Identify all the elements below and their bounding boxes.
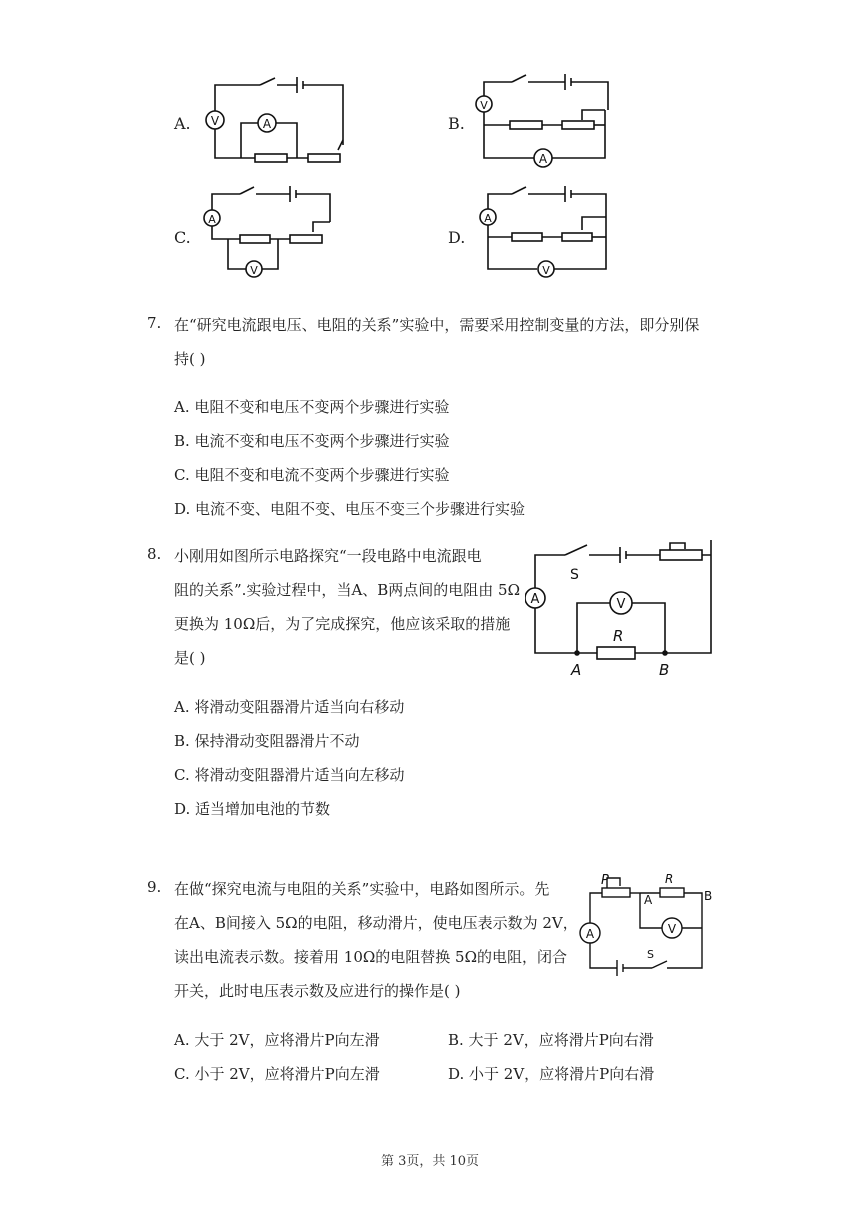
q6-option-d-label: D. <box>448 228 466 247</box>
q6-circuit-a <box>205 70 350 170</box>
q8-option-b: B. 保持滑动变阻器滑片不动 <box>174 732 360 750</box>
svg-text:A: A <box>571 661 582 679</box>
q8-option-c: C. 将滑动变阻器滑片适当向左移动 <box>174 766 405 784</box>
svg-text:S: S <box>647 948 654 961</box>
svg-text:B: B <box>704 889 713 903</box>
q9-stem-line3: 读出电流表示数。接着用 10Ω的电阻替换 5Ω的电阻，闭合 <box>174 948 568 966</box>
q8-option-a: A. 将滑动变阻器滑片适当向右移动 <box>174 698 405 716</box>
q8-stem-line4: 是( ) <box>174 649 206 667</box>
svg-text:A: A <box>644 893 653 907</box>
q8-stem-line1: 小刚用如图所示电路探究“一段电路中电流跟电 <box>174 547 482 565</box>
q6-option-c-label: C. <box>174 228 191 247</box>
q9-number: 9. <box>147 878 162 896</box>
q9-stem-line1: 在做“探究电流与电阻的关系”实验中，电路如图所示。先 <box>174 880 550 898</box>
q8-stem-line3: 更换为 10Ω后，为了完成探究，他应该采取的措施 <box>174 615 511 633</box>
svg-text:R: R <box>665 872 674 886</box>
q9-circuit-figure <box>572 858 722 978</box>
svg-text:V: V <box>250 264 258 277</box>
svg-text:V: V <box>667 922 677 936</box>
q6-circuit-c <box>198 182 343 282</box>
svg-text:A: A <box>538 152 548 166</box>
q8-circuit-figure <box>525 535 720 685</box>
q9-option-b: B. 大于 2V，应将滑片P向右滑 <box>448 1031 654 1049</box>
q7-number: 7. <box>147 314 162 332</box>
q8-option-d: D. 适当增加电池的节数 <box>174 800 331 818</box>
q9-stem-line2: 在A、B间接入 5Ω的电阻，移动滑片，使电压表示数为 2V， <box>174 914 578 932</box>
svg-text:A: A <box>484 212 492 225</box>
q7-option-d: D. 电流不变、电阻不变、电压不变三个步骤进行实验 <box>174 500 526 518</box>
q8-number: 8. <box>147 545 162 563</box>
svg-text:V: V <box>542 264 550 277</box>
svg-text:A: A <box>262 117 272 131</box>
q7-option-a: A. 电阻不变和电压不变两个步骤进行实验 <box>174 398 450 416</box>
svg-text:V: V <box>480 99 488 112</box>
q9-option-a: A. 大于 2V，应将滑片P向左滑 <box>174 1031 380 1049</box>
q8-stem-line2: 阻的关系”.实验过程中，当A、B两点间的电阻由 5Ω <box>174 581 521 599</box>
q6-circuit-d <box>470 182 615 282</box>
q7-stem-line1: 在“研究电流跟电压、电阻的关系”实验中，需要采用控制变量的方法，即分别保 <box>174 316 700 334</box>
svg-text:R: R <box>613 627 624 645</box>
q7-option-b: B. 电流不变和电压不变两个步骤进行实验 <box>174 432 450 450</box>
page-footer: 第 3页，共 10页 <box>380 1154 480 1169</box>
svg-text:A: A <box>208 213 216 226</box>
q9-stem-line4: 开关，此时电压表示数及应进行的操作是( ) <box>174 982 461 1000</box>
svg-text:A: A <box>585 927 595 941</box>
svg-text:V: V <box>210 114 220 128</box>
q9-option-c: C. 小于 2V，应将滑片P向左滑 <box>174 1065 380 1083</box>
q6-circuit-b <box>470 70 615 175</box>
q7-stem-line2: 持( ) <box>174 350 206 368</box>
svg-text:P: P <box>601 873 609 888</box>
svg-text:B: B <box>659 661 670 679</box>
svg-text:S: S <box>570 567 579 583</box>
q6-option-a-label: A. <box>174 114 191 133</box>
svg-text:V: V <box>616 597 626 612</box>
q6-option-b-label: B. <box>448 114 465 133</box>
q9-option-d: D. 小于 2V，应将滑片P向右滑 <box>448 1065 655 1083</box>
svg-text:A: A <box>530 592 540 607</box>
q7-option-c: C. 电阻不变和电流不变两个步骤进行实验 <box>174 466 450 484</box>
